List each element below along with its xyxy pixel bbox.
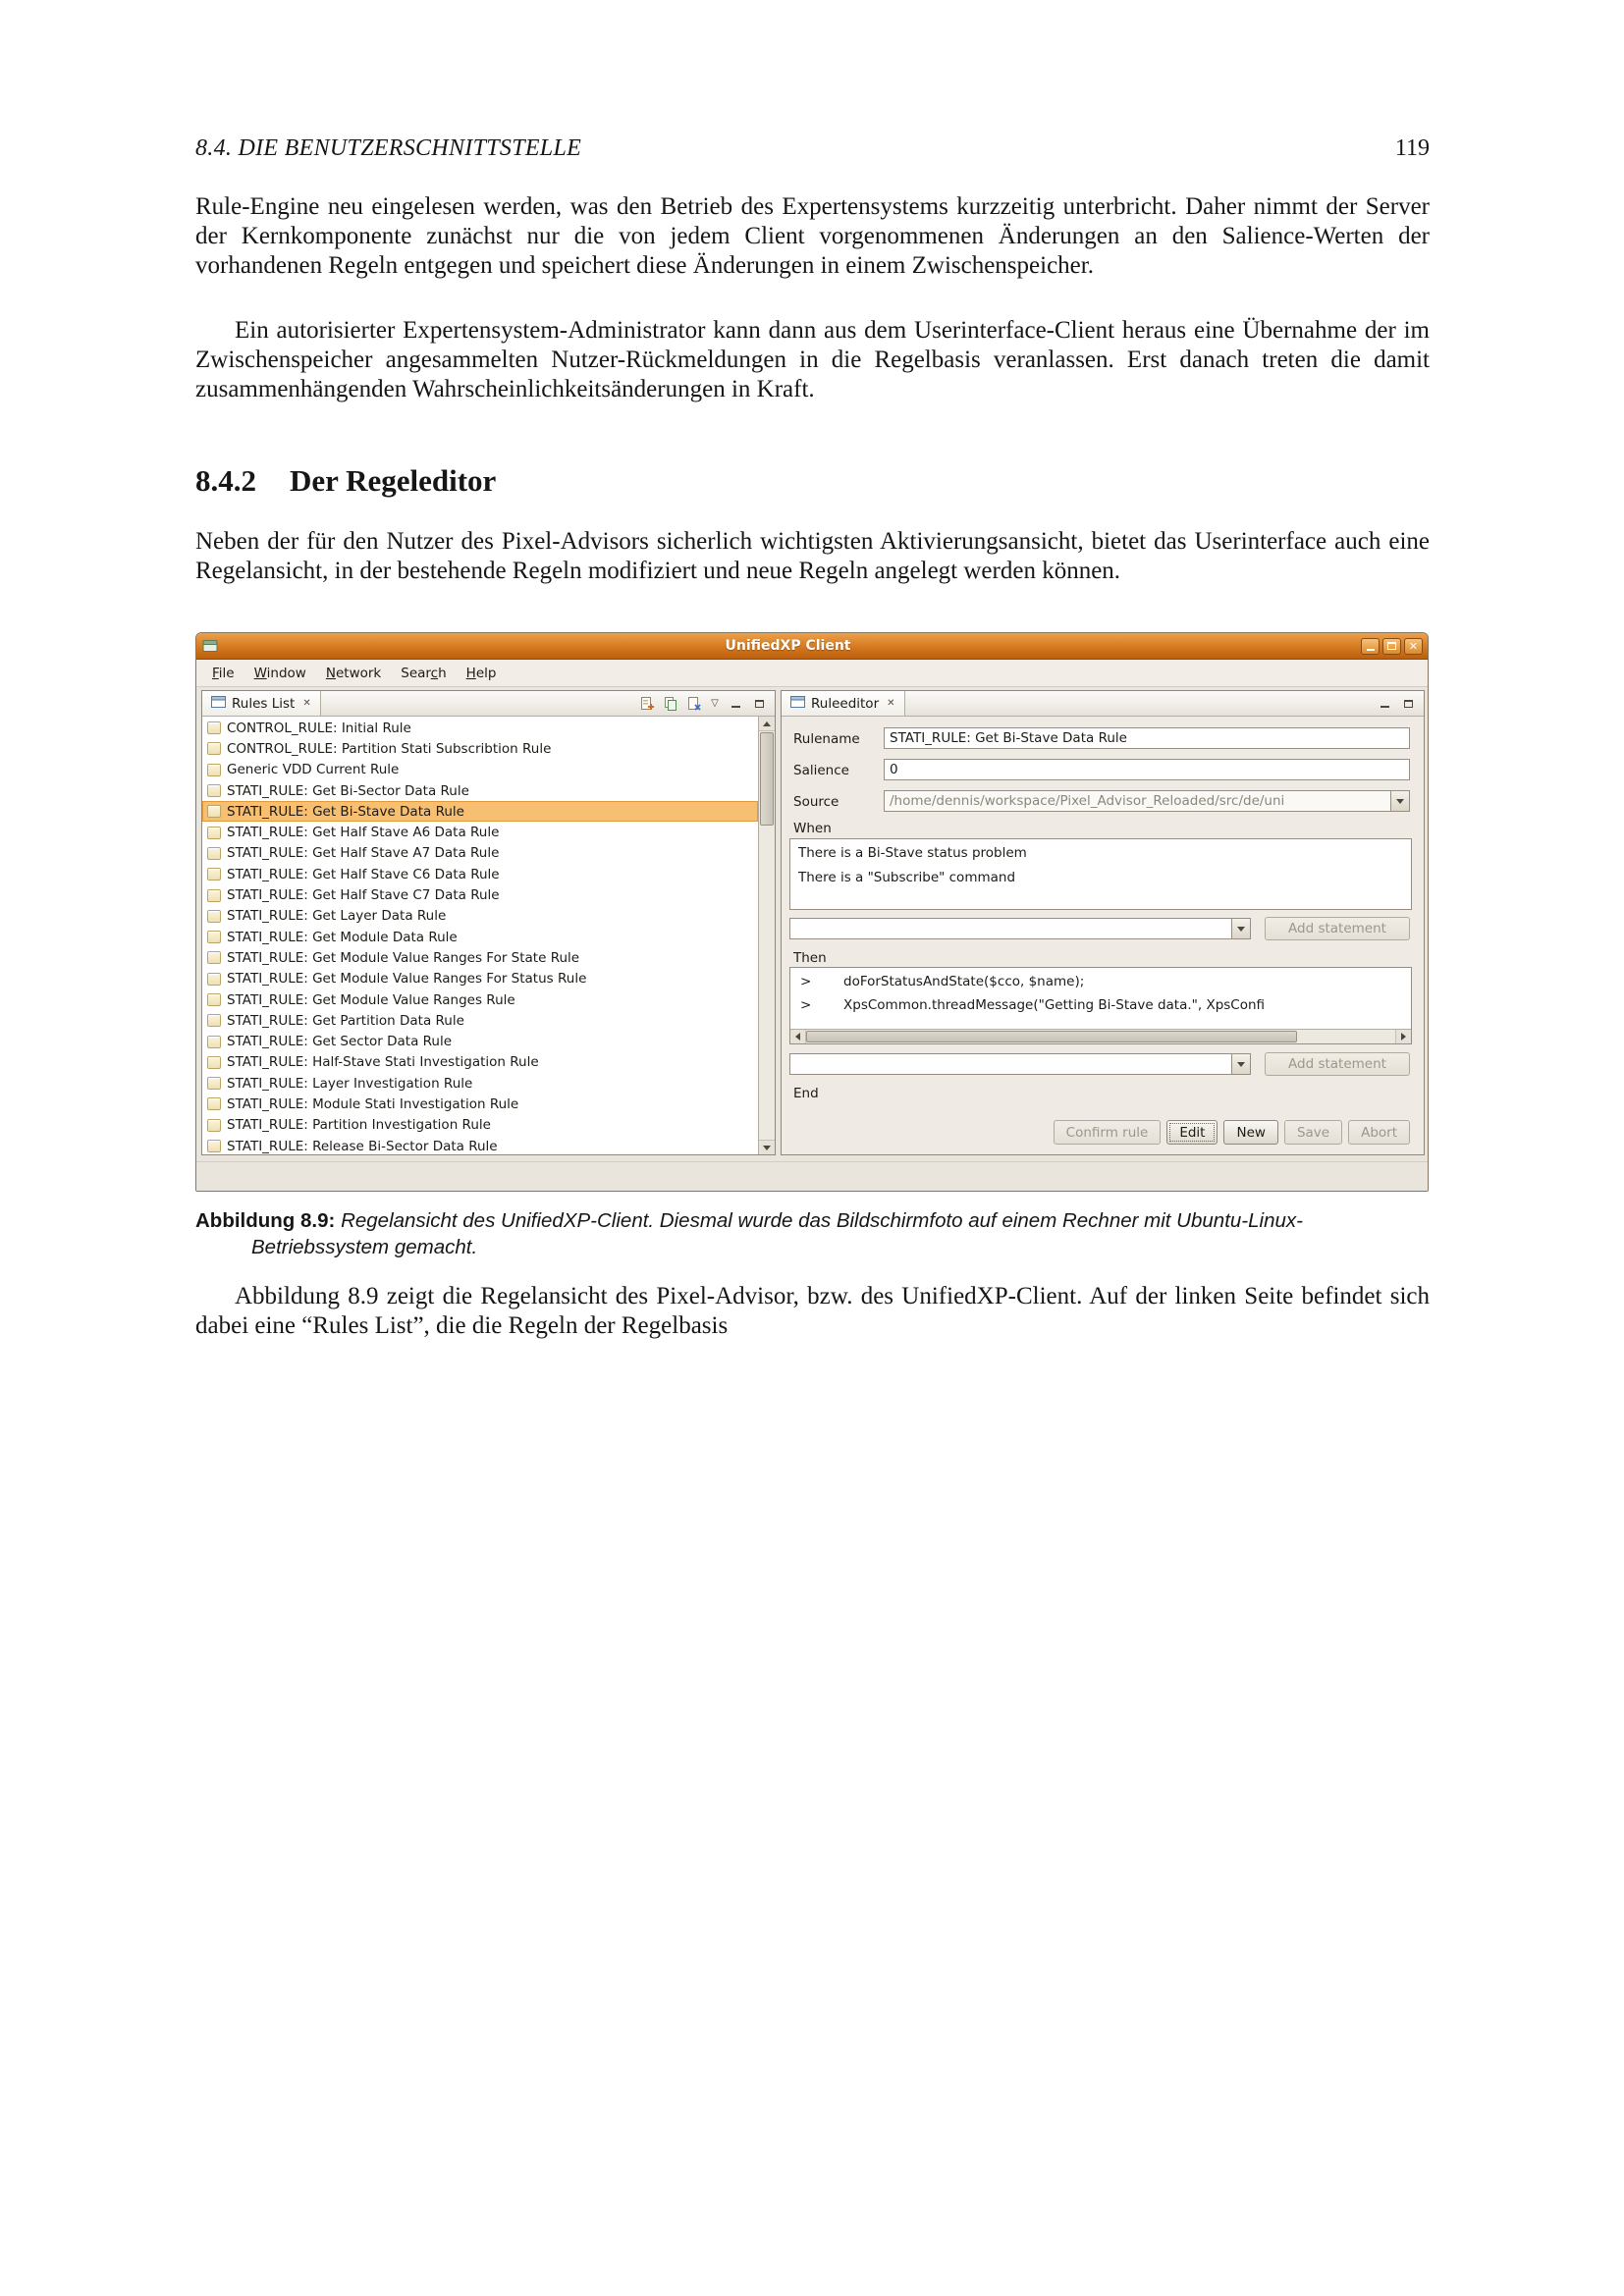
rules-list xyxy=(202,718,758,1154)
ruleeditor-tab-icon xyxy=(790,695,805,713)
when-statement[interactable]: There is a Bi-Stave status problem xyxy=(798,845,1027,861)
rule-icon xyxy=(207,827,221,839)
rules-list-toolbar xyxy=(638,691,775,716)
workbench xyxy=(196,687,1428,1161)
rule-icon xyxy=(207,764,221,776)
caption-text: Regelansicht des UnifiedXP-Client. Diesmal wurde das Bildschirmfoto auf einem Rechner mit Ubuntu-Linux-Betriebssystem gemacht. xyxy=(251,1209,1303,1258)
running-header-title: 8.4. DIE BENUTZERSCHNITTSTELLE xyxy=(195,135,582,161)
then-statement-combo xyxy=(789,1053,1251,1075)
minimize-icon xyxy=(1367,649,1375,651)
rule-icon xyxy=(207,1077,221,1090)
rule-item[interactable]: CONTROL_RULE: Partition Stati Subscribtion Rule xyxy=(202,738,758,759)
delete-rule-icon[interactable] xyxy=(685,695,702,712)
paragraph-1: Rule-Engine neu eingelesen werden, was den Betrieb des Expertensystems kurzzeitig unterbricht. Daher nimmt der Server der Kernkomponente zunächst nur die von jedem Client vorgenommenen Änderungen an den Salience-Werten der vorhandenen Regeln entgegen und speichert diese Änderungen in einem Zwischenspeicher. xyxy=(195,193,1430,279)
rule-item[interactable]: STATI_RULE: Get Half Stave C7 Data Rule xyxy=(202,884,758,905)
source-dropdown-icon[interactable] xyxy=(1390,791,1409,811)
menu-window[interactable]: Window xyxy=(253,665,306,681)
rule-editor-toolbar xyxy=(1377,691,1424,716)
rule-icon xyxy=(207,1097,221,1110)
maximize-view-icon[interactable] xyxy=(1400,695,1417,712)
page-number: 119 xyxy=(1394,135,1430,161)
rule-icon xyxy=(207,784,221,797)
then-statement[interactable]: > doForStatusAndState($cco, $name); xyxy=(800,974,1085,989)
rule-icon xyxy=(207,721,221,734)
tab-close-icon[interactable]: ✕ xyxy=(302,698,311,709)
rule-icon xyxy=(207,1140,221,1152)
when-label: When xyxy=(793,821,832,836)
minimize-view-icon[interactable] xyxy=(1377,695,1393,712)
when-statements-box xyxy=(789,838,1412,910)
running-header xyxy=(195,135,1430,162)
paragraph-3: Neben der für den Nutzer des Pixel-Advisors sicherlich wichtigsten Aktivierungsansicht, bietet das Userinterface auch eine Regelansicht, in der bestehende Regeln modifiziert und neue Regeln angelegt werden können. xyxy=(195,528,1430,584)
scroll-down-icon[interactable] xyxy=(759,1140,775,1154)
tab-rules-list[interactable] xyxy=(202,691,321,716)
figure-8-9 xyxy=(195,632,1429,1192)
tab-close-icon[interactable]: ✕ xyxy=(887,698,895,709)
figure-caption xyxy=(195,1207,1430,1260)
then-combo-dropdown-icon[interactable] xyxy=(1231,1054,1250,1074)
then-combo-field[interactable] xyxy=(790,1054,1231,1074)
section-title: Der Regeleditor xyxy=(290,463,497,498)
scroll-right-icon[interactable] xyxy=(1395,1030,1411,1043)
rule-icon xyxy=(207,889,221,902)
source-input[interactable]: /home/dennis/workspace/Pixel_Advisor_Reloaded/src/de/uni xyxy=(885,791,1390,811)
confirm-rule-button[interactable]: Confirm rule xyxy=(1054,1120,1162,1145)
window-title: UnifiedXP Client xyxy=(725,638,851,654)
rule-item[interactable]: CONTROL_RULE: Initial Rule xyxy=(202,718,758,738)
rule-icon xyxy=(207,847,221,860)
tab-ruleeditor[interactable] xyxy=(782,691,905,716)
window-controls xyxy=(1358,638,1423,655)
rule-editor-header xyxy=(782,691,1424,717)
section-heading xyxy=(195,463,496,499)
rule-icon xyxy=(207,931,221,943)
rule-icon xyxy=(207,1119,221,1132)
section-number: 8.4.2 xyxy=(195,463,256,498)
rule-item[interactable]: STATI_RULE: Get Module Data Rule xyxy=(202,927,758,947)
rule-item[interactable]: STATI_RULE: Get Module Value Ranges For State Rule xyxy=(202,947,758,968)
unifiedxp-window xyxy=(195,632,1429,1192)
editor-buttons xyxy=(1054,1120,1410,1145)
rule-icon xyxy=(207,868,221,881)
menu-network[interactable]: Network xyxy=(325,665,382,681)
rule-item[interactable]: STATI_RULE: Get Module Value Ranges Rule xyxy=(202,989,758,1010)
window-titlebar[interactable] xyxy=(196,633,1428,660)
rule-icon xyxy=(207,805,221,818)
rules-list-view xyxy=(201,690,776,1155)
save-button[interactable]: Save xyxy=(1284,1120,1342,1145)
maximize-icon xyxy=(1387,642,1396,650)
rulename-label: Rulename xyxy=(793,731,860,747)
rule-item[interactable]: STATI_RULE: Partition Investigation Rule xyxy=(202,1115,758,1136)
rule-item[interactable]: STATI_RULE: Release Bi-Sector Data Rule xyxy=(202,1136,758,1154)
new-rule-icon[interactable] xyxy=(638,695,655,712)
rule-item[interactable]: STATI_RULE: Get Half Stave C6 Data Rule xyxy=(202,864,758,884)
minimize-view-icon[interactable] xyxy=(728,695,744,712)
rules-list-tab-icon xyxy=(211,695,226,713)
rule-item[interactable]: STATI_RULE: Get Half Stave A6 Data Rule xyxy=(202,822,758,842)
rule-icon xyxy=(207,1036,221,1048)
new-button[interactable]: New xyxy=(1223,1120,1277,1145)
close-icon: ✕ xyxy=(1408,639,1419,653)
rule-item[interactable]: STATI_RULE: Module Stati Investigation Rule xyxy=(202,1094,758,1114)
maximize-button[interactable] xyxy=(1382,638,1401,655)
add-then-statement-button[interactable]: Add statement xyxy=(1265,1052,1410,1076)
scrollbar-thumb[interactable] xyxy=(760,732,774,826)
then-label: Then xyxy=(793,950,827,966)
salience-label: Salience xyxy=(793,763,849,778)
abort-button[interactable]: Abort xyxy=(1348,1120,1410,1145)
view-menu-icon[interactable]: ▽ xyxy=(711,698,719,709)
source-combo xyxy=(884,790,1410,812)
rule-icon xyxy=(207,973,221,986)
rule-item[interactable]: STATI_RULE: Half-Stave Stati Investigation Rule xyxy=(202,1052,758,1073)
paragraph-2: Ein autorisierter Expertensystem-Administrator kann dann aus dem Userinterface-Client heraus eine Übernahme der im Zwischenspeicher angesammelten Nutzer-Rückmeldungen in die Regelbasis veranlassen. Erst danach treten die damit zusammenhängenden Wahrscheinlichkeitsänderungen in Kraft. xyxy=(195,317,1430,402)
rule-item[interactable]: STATI_RULE: Get Partition Data Rule xyxy=(202,1010,758,1031)
scroll-left-icon[interactable] xyxy=(790,1030,806,1043)
salience-input[interactable]: 0 xyxy=(884,759,1410,780)
rule-icon xyxy=(207,910,221,923)
menu-help[interactable]: Help xyxy=(465,665,497,681)
source-label: Source xyxy=(793,794,839,810)
menu-file[interactable]: File xyxy=(212,665,235,681)
then-statements-box xyxy=(789,967,1412,1044)
rule-editor-form xyxy=(782,717,1424,1154)
scroll-up-icon[interactable] xyxy=(759,717,775,731)
rule-icon xyxy=(207,951,221,964)
then-box-scrollbar[interactable] xyxy=(790,1029,1411,1043)
caption-label: Abbildung 8.9: xyxy=(195,1209,336,1232)
rule-item[interactable]: STATI_RULE: Get Sector Data Rule xyxy=(202,1031,758,1051)
app-icon xyxy=(202,638,218,654)
rules-list-body xyxy=(202,717,775,1154)
h-scrollbar-thumb[interactable] xyxy=(806,1031,1297,1042)
rules-list-header xyxy=(202,691,775,717)
tab-ruleeditor-label: Ruleeditor xyxy=(811,695,880,712)
close-button[interactable] xyxy=(1404,638,1423,655)
duplicate-rule-icon[interactable] xyxy=(662,695,678,712)
add-when-statement-button[interactable]: Add statement xyxy=(1265,917,1410,940)
rule-icon xyxy=(207,1056,221,1069)
when-statement[interactable]: There is a "Subscribe" command xyxy=(798,870,1016,885)
rule-item[interactable]: Generic VDD Current Rule xyxy=(202,760,758,780)
minimize-button[interactable] xyxy=(1361,638,1380,655)
rule-item[interactable]: STATI_RULE: Get Layer Data Rule xyxy=(202,906,758,927)
rules-list-scrollbar[interactable] xyxy=(758,717,775,1154)
rulename-input[interactable]: STATI_RULE: Get Bi-Stave Data Rule xyxy=(884,727,1410,749)
paragraph-4: Abbildung 8.9 zeigt die Regelansicht des Pixel-Advisor, bzw. des UnifiedXP-Client. Auf der linken Seite befindet sich dabei eine “Rules List”, die die Regeln der Regelbasis xyxy=(195,1283,1430,1339)
rule-item[interactable]: STATI_RULE: Layer Investigation Rule xyxy=(202,1073,758,1094)
rule-editor-view xyxy=(781,690,1425,1155)
menu-bar xyxy=(196,660,1428,687)
rule-item[interactable]: STATI_RULE: Get Half Stave A7 Data Rule xyxy=(202,843,758,864)
menu-search[interactable]: Search xyxy=(401,665,447,681)
rule-icon xyxy=(207,993,221,1006)
when-statement-combo xyxy=(789,918,1251,939)
rule-item[interactable]: STATI_RULE: Get Module Value Ranges For Status Rule xyxy=(202,969,758,989)
status-bar xyxy=(196,1161,1428,1191)
then-statement[interactable]: > XpsCommon.threadMessage("Getting Bi-Stave data.", XpsConfi xyxy=(800,997,1266,1013)
when-combo-dropdown-icon[interactable] xyxy=(1231,919,1250,938)
edit-button[interactable]: Edit xyxy=(1166,1120,1218,1145)
maximize-view-icon[interactable] xyxy=(751,695,768,712)
end-label: End xyxy=(793,1086,819,1101)
rule-item[interactable]: STATI_RULE: Get Bi-Sector Data Rule xyxy=(202,780,758,801)
tab-rules-list-label: Rules List xyxy=(232,695,296,712)
rule-icon xyxy=(207,1014,221,1027)
rule-item-selected[interactable]: STATI_RULE: Get Bi-Stave Data Rule xyxy=(202,801,758,822)
rule-icon xyxy=(207,742,221,755)
when-combo-field[interactable] xyxy=(790,919,1231,938)
